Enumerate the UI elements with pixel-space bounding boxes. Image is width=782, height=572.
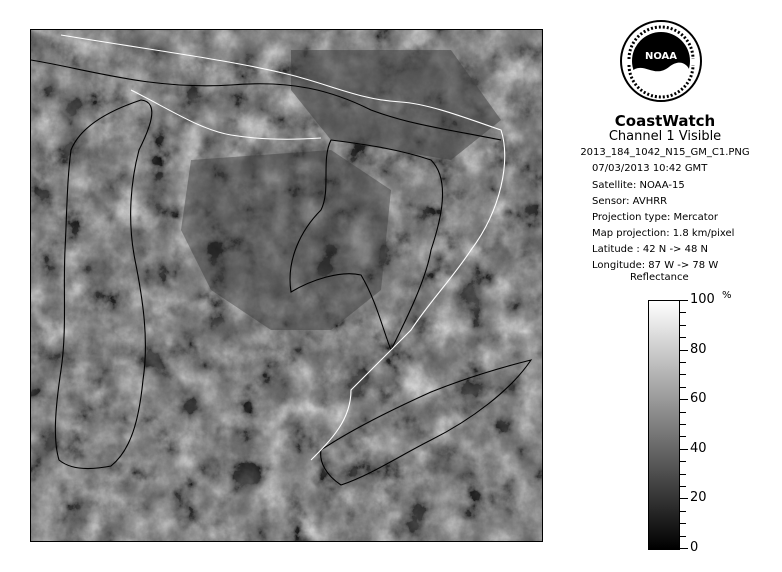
colorbar-label: 20 (690, 490, 707, 506)
colorbar-label: 80 (690, 341, 707, 357)
colorbar-title: Reflectance (630, 272, 689, 283)
colorbar-tick (680, 312, 686, 313)
satellite-image-map (30, 29, 543, 542)
latitude-text: Latitude : 42 N -> 48 N (592, 244, 708, 255)
file-name: 2013_184_1042_N15_GM_C1.PNG (580, 147, 750, 158)
colorbar-tick (680, 337, 686, 338)
sensor-text: Sensor: AVHRR (592, 196, 668, 207)
colorbar-tick (680, 325, 686, 326)
satellite-text: Satellite: NOAA-15 (592, 180, 685, 191)
longitude-text: Longitude: 87 W -> 78 W (592, 260, 719, 271)
colorbar-tick (680, 399, 688, 400)
colorbar-tick (680, 412, 686, 413)
brand-title: CoastWatch (614, 112, 716, 130)
colorbar-tick (680, 461, 686, 462)
colorbar-tick (680, 536, 686, 537)
colorbar-unit: % (722, 290, 732, 301)
colorbar-tick (680, 523, 686, 524)
colorbar-tick (680, 387, 686, 388)
colorbar-tick (680, 424, 686, 425)
datetime-text: 07/03/2013 10:42 GMT (592, 163, 708, 174)
channel-label: Channel 1 Visible (608, 129, 722, 144)
colorbar-tick (680, 548, 688, 549)
colorbar-label: 100 (690, 292, 715, 307)
colorbar-tick (680, 374, 686, 375)
colorbar-tick (680, 449, 688, 450)
colorbar-label: 40 (690, 440, 707, 456)
colorbar-tick (680, 474, 686, 475)
noaa-logo (619, 19, 703, 103)
colorbar-tick (680, 486, 686, 487)
colorbar-tick (680, 511, 686, 512)
reflectance-colorbar (648, 300, 680, 550)
colorbar-tick (680, 498, 688, 499)
colorbar-tick (680, 362, 686, 363)
colorbar-tick (680, 350, 688, 351)
logo-text: NOAA (644, 51, 678, 62)
map-projection-text: Map projection: 1.8 km/pixel (592, 228, 735, 239)
colorbar-tick (680, 436, 686, 437)
colorbar-label: 0 (690, 540, 699, 555)
colorbar-label: 60 (690, 391, 707, 407)
projection-type-text: Projection type: Mercator (592, 212, 718, 223)
colorbar-tick (680, 300, 688, 301)
